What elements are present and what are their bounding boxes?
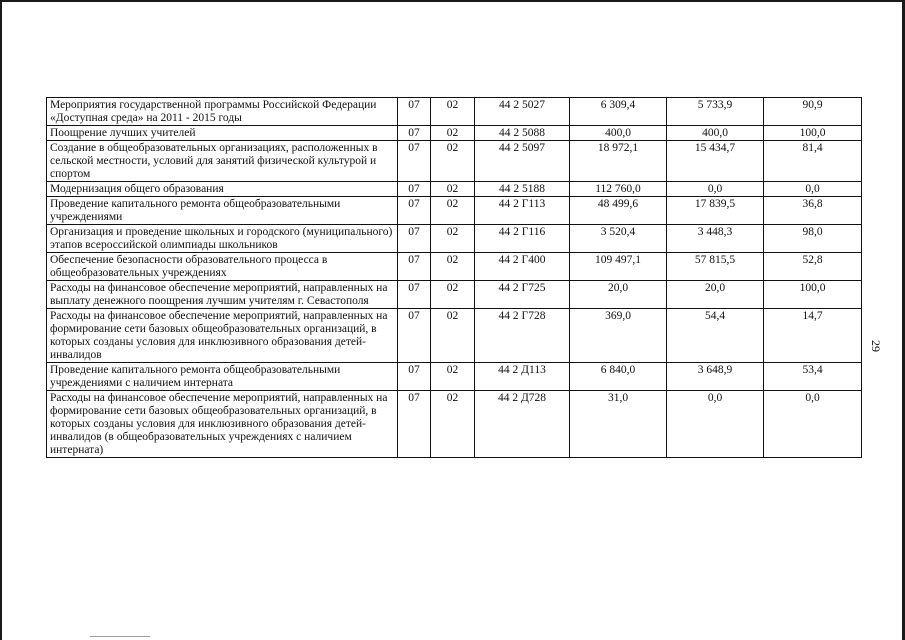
table-row (47, 391, 862, 458)
cell-actual-amount: 57 815,5 (667, 253, 764, 281)
cell-planned-amount: 6 840,0 (570, 363, 667, 391)
cell-planned-amount: 112 760,0 (570, 182, 667, 197)
cell-section: 07 (398, 126, 431, 141)
table-row (47, 182, 862, 197)
cell-expense-name: Организация и проведение школьных и городского (муниципального) этапов всероссийской олимпиады школьников (47, 225, 398, 253)
cell-subsection: 02 (431, 141, 475, 182)
cell-planned-amount: 3 520,4 (570, 225, 667, 253)
cell-target-code: 44 2 5097 (475, 141, 570, 182)
cell-actual-amount: 17 839,5 (667, 197, 764, 225)
cell-subsection: 02 (431, 363, 475, 391)
cell-expense-name: Обеспечение безопасности образовательного процесса в общеобразовательных учреждениях (47, 253, 398, 281)
cell-actual-amount: 0,0 (667, 182, 764, 197)
cell-planned-amount: 369,0 (570, 309, 667, 363)
cell-target-code: 44 2 Г400 (475, 253, 570, 281)
cell-target-code: 44 2 5027 (475, 98, 570, 126)
table-row (47, 126, 862, 141)
cell-expense-name: Расходы на финансовое обеспечение мероприятий, направленных на формирование сети базовых общеобразовательных организаций, в которых созданы условия для инклюзивного образования детей-инвалидов (в общеобразовательных учреждениях с наличием интерната) (47, 391, 398, 458)
cell-subsection: 02 (431, 391, 475, 458)
cell-execution-percent: 52,8 (764, 253, 862, 281)
cell-execution-percent: 90,9 (764, 98, 862, 126)
cell-actual-amount: 54,4 (667, 309, 764, 363)
cell-target-code: 44 2 Г113 (475, 197, 570, 225)
cell-section: 07 (398, 225, 431, 253)
scan-frame-top (0, 0, 905, 2)
cell-execution-percent: 14,7 (764, 309, 862, 363)
cell-execution-percent: 0,0 (764, 391, 862, 458)
cell-planned-amount: 109 497,1 (570, 253, 667, 281)
cell-subsection: 02 (431, 197, 475, 225)
budget-table-body (47, 98, 862, 458)
cell-subsection: 02 (431, 309, 475, 363)
page-number: 29 (869, 340, 883, 352)
cell-section: 07 (398, 309, 431, 363)
cell-execution-percent: 53,4 (764, 363, 862, 391)
cell-expense-name: Расходы на финансовое обеспечение мероприятий, направленных на формирование сети базовых общеобразовательных организаций, в которых созданы условия для инклюзивного образования детей-инвалидов (47, 309, 398, 363)
cell-subsection: 02 (431, 281, 475, 309)
cell-planned-amount: 400,0 (570, 126, 667, 141)
cell-expense-name: Проведение капитального ремонта общеобразовательными учреждениями (47, 197, 398, 225)
cell-actual-amount: 5 733,9 (667, 98, 764, 126)
cell-subsection: 02 (431, 253, 475, 281)
cell-execution-percent: 0,0 (764, 182, 862, 197)
cell-actual-amount: 400,0 (667, 126, 764, 141)
cell-target-code: 44 2 Г725 (475, 281, 570, 309)
table-row (47, 98, 862, 126)
cell-expense-name: Создание в общеобразовательных организациях, расположенных в сельской местности, условий для занятий физической культурой и спортом (47, 141, 398, 182)
cell-section: 07 (398, 391, 431, 458)
budget-table (46, 97, 862, 458)
table-row (47, 363, 862, 391)
cell-planned-amount: 6 309,4 (570, 98, 667, 126)
cell-subsection: 02 (431, 182, 475, 197)
cell-expense-name: Поощрение лучших учителей (47, 126, 398, 141)
cell-subsection: 02 (431, 98, 475, 126)
cell-section: 07 (398, 281, 431, 309)
scan-mark (90, 636, 150, 637)
cell-planned-amount: 20,0 (570, 281, 667, 309)
cell-actual-amount: 3 648,9 (667, 363, 764, 391)
cell-subsection: 02 (431, 126, 475, 141)
cell-subsection: 02 (431, 225, 475, 253)
cell-section: 07 (398, 98, 431, 126)
cell-target-code: 44 2 Г728 (475, 309, 570, 363)
table-row (47, 281, 862, 309)
table-row (47, 141, 862, 182)
table-row (47, 225, 862, 253)
cell-section: 07 (398, 141, 431, 182)
cell-target-code: 44 2 5088 (475, 126, 570, 141)
scan-frame-left (0, 0, 2, 640)
cell-execution-percent: 100,0 (764, 126, 862, 141)
cell-actual-amount: 15 434,7 (667, 141, 764, 182)
cell-planned-amount: 31,0 (570, 391, 667, 458)
cell-target-code: 44 2 5188 (475, 182, 570, 197)
cell-target-code: 44 2 Д113 (475, 363, 570, 391)
cell-target-code: 44 2 Г116 (475, 225, 570, 253)
cell-actual-amount: 0,0 (667, 391, 764, 458)
cell-section: 07 (398, 197, 431, 225)
cell-planned-amount: 48 499,6 (570, 197, 667, 225)
cell-expense-name: Мероприятия государственной программы Российской Федерации «Доступная среда» на 2011 - 2015 годы (47, 98, 398, 126)
cell-execution-percent: 36,8 (764, 197, 862, 225)
table-row (47, 253, 862, 281)
cell-expense-name: Проведение капитального ремонта общеобразовательными учреждениями с наличием интерната (47, 363, 398, 391)
table-row (47, 197, 862, 225)
cell-planned-amount: 18 972,1 (570, 141, 667, 182)
cell-section: 07 (398, 182, 431, 197)
table-row (47, 309, 862, 363)
cell-expense-name: Модернизация общего образования (47, 182, 398, 197)
cell-section: 07 (398, 363, 431, 391)
cell-expense-name: Расходы на финансовое обеспечение мероприятий, направленных на выплату денежного поощрения лучшим учителям г. Севастополя (47, 281, 398, 309)
cell-execution-percent: 81,4 (764, 141, 862, 182)
cell-execution-percent: 98,0 (764, 225, 862, 253)
cell-actual-amount: 3 448,3 (667, 225, 764, 253)
cell-actual-amount: 20,0 (667, 281, 764, 309)
cell-target-code: 44 2 Д728 (475, 391, 570, 458)
cell-execution-percent: 100,0 (764, 281, 862, 309)
cell-section: 07 (398, 253, 431, 281)
